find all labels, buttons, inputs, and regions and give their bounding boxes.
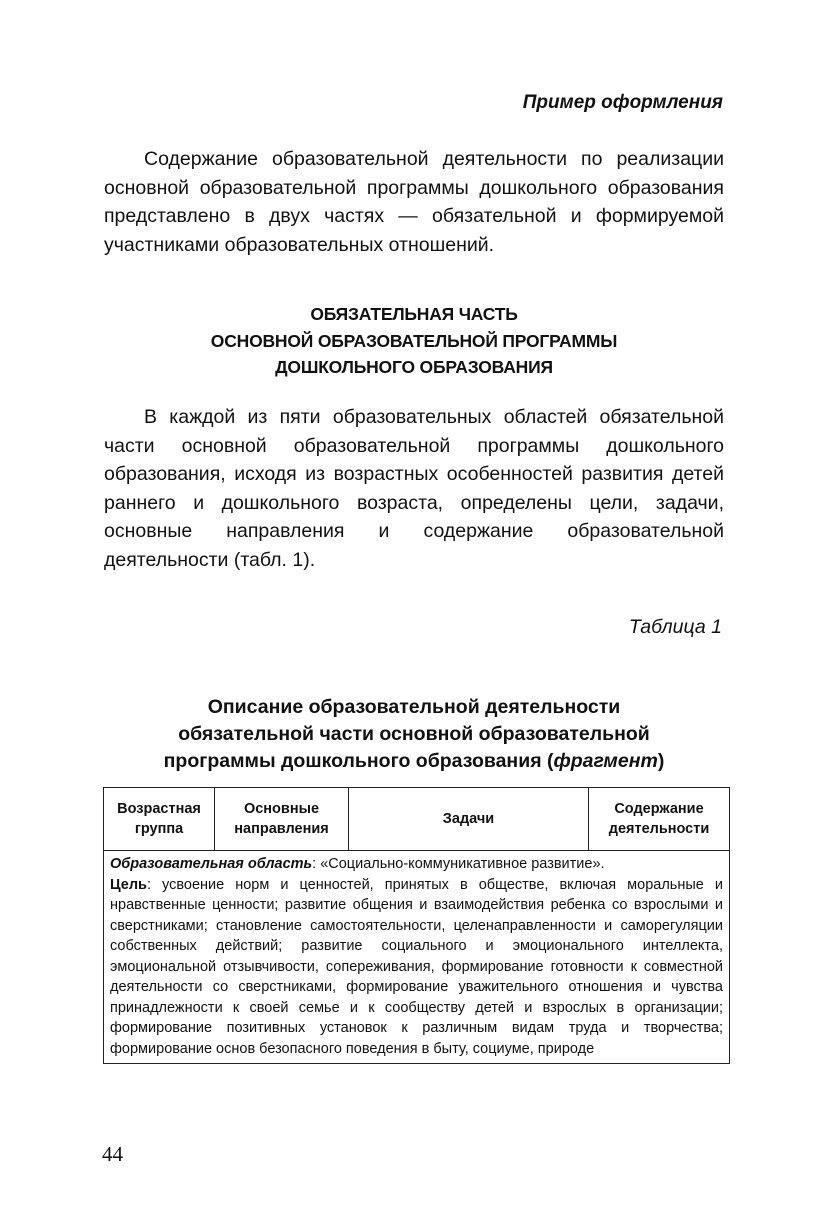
description-table — [103, 787, 730, 1064]
table-title-line: обязательной части основной образовательной — [178, 723, 650, 745]
table-title — [104, 694, 724, 775]
table-label: Таблица 1 — [628, 616, 722, 638]
header-text: направления — [234, 821, 329, 837]
column-header-directions — [215, 788, 349, 851]
educational-area-value: : «Социально-коммуникативное развитие». — [312, 856, 605, 872]
column-header-age-group — [104, 788, 215, 851]
table-title-text: ) — [657, 750, 665, 772]
body-paragraph: В каждой из пяти образовательных областей обязательной части основной образовательной программы дошкольного образования, исходя из возрастных особенностей развития детей раннего и дошкольного возраста, определены цели, задачи, основные направления и содержание образовательной деятельности (табл. 1). — [104, 406, 724, 571]
table-row — [104, 851, 730, 1064]
header-text: Возрастная — [117, 801, 201, 817]
goal-label: Цель — [110, 876, 147, 893]
section-heading-line: ДОШКОЛЬНОГО ОБРАЗОВАНИЯ — [275, 357, 553, 377]
goal-line — [110, 875, 723, 1060]
section-heading — [104, 301, 724, 381]
column-header-content — [589, 788, 730, 851]
educational-area-line — [110, 854, 723, 875]
section-heading-line: ОСНОВНОЙ ОБРАЗОВАТЕЛЬНОЙ ПРОГРАММЫ — [210, 330, 618, 351]
educational-area-cell — [104, 851, 730, 1064]
intro-paragraph: Содержание образовательной деятельности по реализации основной образовательной программы дошкольного образования представлено в двух частях — обязательной и формируемой участниками образовательных отношений. — [104, 148, 724, 256]
section-heading-line: ОБЯЗАТЕЛЬНАЯ ЧАСТЬ — [310, 304, 518, 324]
header-text: Содержание — [614, 801, 704, 817]
page-number: 44 — [102, 1142, 123, 1166]
table-header-row — [104, 788, 730, 851]
educational-area-label: Образовательная область — [110, 856, 313, 872]
header-text: деятельности — [608, 821, 710, 837]
example-label: Пример оформления — [522, 92, 723, 113]
column-header-tasks: Задачи — [349, 788, 589, 851]
header-text: Основные — [243, 801, 320, 817]
goal-text: : усвоение норм и ценностей, принятых в обществе, включая моральные и нравственные ценности; развитие общения и взаимодействия ребенка со взрослыми и сверстниками; становление самостоятельности, целенаправленности и саморегуляции собственных действий; развитие социального и эмоционального интеллекта, эмоциональной отзывчивости, сопереживания, формирование готовности к совместной деятельности со сверстниками, формирование уважительного отношения и чувства принадлежности к своей семье и к сообществу детей и взрослых в организации; формирование позитивных установок к различным видам труда и творчества; формирование основ безопасного поведения в быту, социуме, природе — [110, 876, 723, 1057]
table-title-line: Описание образовательной деятельности — [207, 696, 621, 718]
table-title-text: программы дошкольного образования ( — [163, 750, 554, 772]
table-title-fragment: фрагмент — [553, 750, 658, 772]
header-text: группа — [134, 821, 184, 837]
table-title-line — [104, 748, 724, 775]
